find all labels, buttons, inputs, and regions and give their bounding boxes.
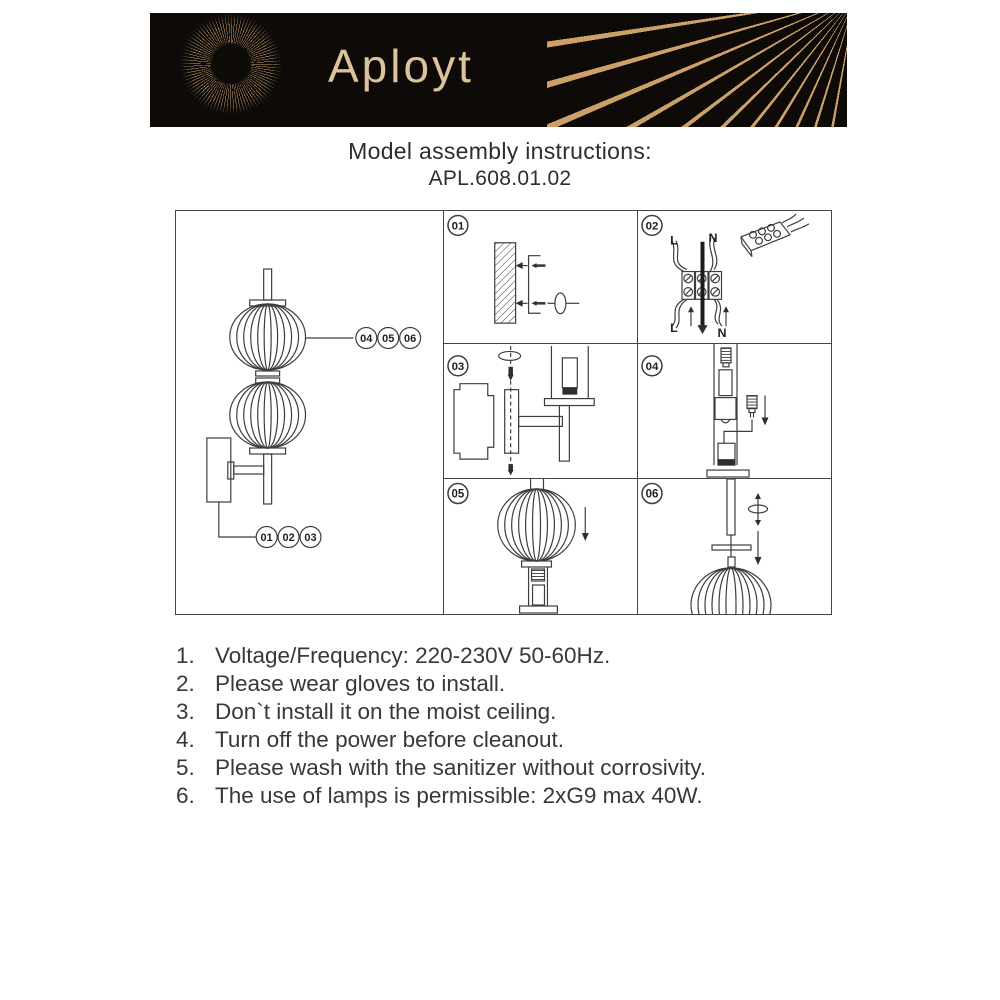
callout-02: 02	[282, 531, 295, 545]
note-item	[176, 642, 856, 670]
wire-label-neutral-bottom: N	[717, 326, 727, 341]
callout-06: 06	[404, 332, 417, 346]
wall-lamp-overview-diagram	[176, 211, 443, 614]
model-number: APL.608.01.02	[428, 167, 572, 190]
callout-04: 04	[360, 332, 373, 346]
wiring-terminal-diagram	[638, 211, 831, 343]
note-number: 6.	[176, 783, 195, 808]
callout-03: 03	[304, 531, 317, 545]
wire-label-line-top: L	[670, 233, 678, 248]
note-number: 5.	[176, 755, 195, 780]
note-item	[176, 754, 856, 782]
page-title: Model assembly instructions:	[348, 138, 652, 164]
assembly-diagram-grid	[175, 210, 832, 615]
callout-05: 05	[382, 332, 395, 346]
note-text: Please wear gloves to install.	[215, 671, 506, 696]
step-03-number: 03	[451, 360, 465, 373]
wire-label-line-bottom: L	[670, 321, 678, 336]
step-06-panel	[638, 479, 831, 614]
note-text: Voltage/Frequency: 220-230V 50-60Hz.	[215, 643, 611, 668]
note-number: 3.	[176, 699, 195, 724]
overview-panel	[176, 211, 444, 614]
step-02-panel	[638, 211, 831, 344]
note-item	[176, 698, 856, 726]
step-02-number: 02	[645, 220, 659, 233]
bracket-mounting-diagram	[444, 344, 637, 478]
note-item	[176, 726, 856, 754]
note-item	[176, 670, 856, 698]
header-banner	[150, 13, 847, 127]
banner-rays-icon	[547, 13, 847, 127]
step-05-number: 05	[451, 488, 465, 501]
note-text: Don`t install it on the moist ceiling.	[215, 699, 557, 724]
sunburst-logo-icon	[178, 13, 284, 117]
wall-screws-diagram	[444, 211, 637, 343]
note-number: 1.	[176, 643, 195, 668]
note-text: Please wash with the sanitizer without corrosivity.	[215, 755, 707, 780]
note-text: The use of lamps is permissible: 2xG9 max 40W.	[215, 783, 703, 808]
step-06-number: 06	[645, 488, 659, 501]
step-04-panel	[638, 344, 831, 479]
step-01-number: 01	[451, 220, 465, 233]
step-04-number: 04	[645, 360, 659, 373]
step-01-panel	[444, 211, 638, 344]
notes-list	[176, 642, 856, 810]
step-03-panel	[444, 344, 638, 479]
note-text: Turn off the power before cleanout.	[215, 727, 564, 752]
note-item	[176, 782, 856, 810]
note-number: 2.	[176, 671, 195, 696]
shade-installation-diagram	[444, 479, 637, 614]
wire-label-neutral-top: N	[708, 230, 718, 245]
finial-attachment-diagram	[638, 479, 831, 614]
brand-name: Aployt	[328, 40, 474, 92]
callout-01: 01	[260, 531, 273, 545]
bulb-installation-diagram	[638, 344, 831, 478]
note-number: 4.	[176, 727, 195, 752]
step-05-panel	[444, 479, 638, 614]
